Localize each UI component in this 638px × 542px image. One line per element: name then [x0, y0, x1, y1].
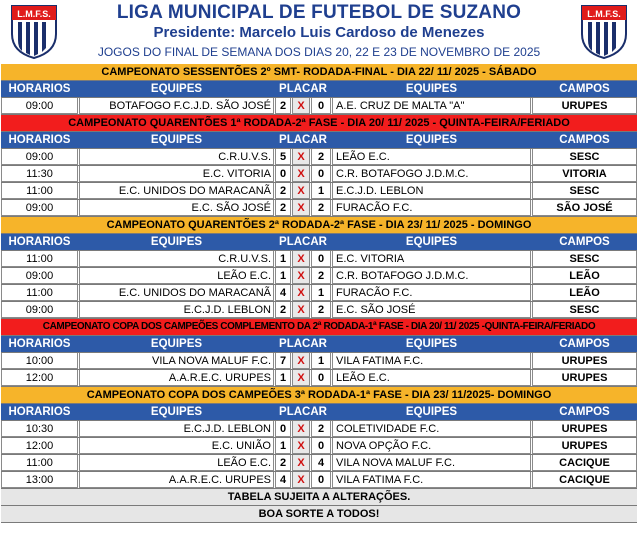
field-name: URUPES: [532, 421, 637, 437]
away-team: LEÃO E.C.: [332, 370, 531, 386]
col-placar: PLACAR: [279, 338, 327, 350]
away-score: 1: [311, 183, 331, 199]
versus-mark: X: [292, 166, 310, 182]
col-horarios: HORARIOS: [8, 83, 71, 95]
game-time: 12:00: [1, 370, 78, 386]
away-team: E.C. SÃO JOSÉ: [332, 302, 531, 318]
home-score: 7: [275, 353, 291, 369]
away-team: COLETIVIDADE F.C.: [332, 421, 531, 437]
game-time: 09:00: [1, 200, 78, 216]
versus-mark: X: [292, 438, 310, 454]
col-horarios: HORARIOS: [8, 338, 71, 350]
home-team: E.C.J.D. LEBLON: [79, 421, 274, 437]
game-row: [1, 455, 637, 472]
versus-mark: X: [292, 200, 310, 216]
game-row: [1, 285, 637, 302]
col-equipes-home: EQUIPES: [150, 83, 203, 95]
game-time: 09:00: [1, 98, 78, 114]
col-equipes-away: EQUIPES: [405, 83, 458, 95]
field-name: LEÃO: [532, 268, 637, 284]
home-score: 0: [275, 166, 291, 182]
versus-mark: X: [292, 421, 310, 437]
versus-mark: X: [292, 149, 310, 165]
versus-mark: X: [292, 268, 310, 284]
field-name: LEÃO: [532, 285, 637, 301]
game-time: 10:00: [1, 353, 78, 369]
page-header: [0, 0, 638, 64]
game-time: 12:00: [1, 438, 78, 454]
versus-mark: X: [292, 370, 310, 386]
versus-mark: X: [292, 183, 310, 199]
field-name: CACIQUE: [532, 455, 637, 471]
game-row: [1, 472, 637, 489]
home-score: 0: [275, 421, 291, 437]
col-equipes-home: EQUIPES: [150, 134, 203, 146]
field-name: URUPES: [532, 370, 637, 386]
president-line: Presidente: Marcelo Luis Cardoso de Menezes: [153, 24, 485, 41]
versus-mark: X: [292, 285, 310, 301]
col-placar: PLACAR: [279, 134, 327, 146]
game-row: [1, 251, 637, 268]
home-team: A.A.R.E.C. URUPES: [79, 370, 274, 386]
home-team: VILA NOVA MALUF F.C.: [79, 353, 274, 369]
col-equipes-home: EQUIPES: [150, 338, 203, 350]
col-equipes-home: EQUIPES: [150, 406, 203, 418]
away-team: E.C.J.D. LEBLON: [332, 183, 531, 199]
col-placar: PLACAR: [279, 236, 327, 248]
col-campos: CAMPOS: [559, 236, 610, 248]
home-team: LEÃO E.C.: [79, 455, 274, 471]
home-team: E.C. VITORIA: [79, 166, 274, 182]
away-team: FURACÃO F.C.: [332, 285, 531, 301]
footer-notice: TABELA SUJEITA A ALTERAÇÕES.: [1, 489, 637, 506]
section-banner: CAMPEONATO QUARENTÕES 2ª RODADA-2ª FASE - DIA 23/ 11/ 2025 - DOMINGO: [1, 217, 637, 234]
versus-mark: X: [292, 455, 310, 471]
col-placar: PLACAR: [279, 83, 327, 95]
col-equipes-away: EQUIPES: [405, 134, 458, 146]
away-score: 2: [311, 421, 331, 437]
footer-wish: BOA SORTE A TODOS!: [1, 506, 637, 523]
away-score: 4: [311, 455, 331, 471]
field-name: CACIQUE: [532, 472, 637, 488]
game-row: [1, 302, 637, 319]
away-team: VILA FATIMA F.C.: [332, 353, 531, 369]
game-time: 11:00: [1, 285, 78, 301]
home-score: 2: [275, 98, 291, 114]
game-row: [1, 166, 637, 183]
away-score: 0: [311, 166, 331, 182]
versus-mark: X: [292, 98, 310, 114]
game-row: [1, 370, 637, 387]
field-name: SESC: [532, 149, 637, 165]
away-team: A.E. CRUZ DE MALTA "A": [332, 98, 531, 114]
home-team: C.R.U.V.S.: [79, 149, 274, 165]
column-header-row: [1, 336, 637, 353]
field-name: URUPES: [532, 438, 637, 454]
field-name: VITORIA: [532, 166, 637, 182]
away-team: NOVA OPÇÃO F.C.: [332, 438, 531, 454]
field-name: SÃO JOSÉ: [532, 200, 637, 216]
game-time: 11:00: [1, 455, 78, 471]
away-team: FURACÃO F.C.: [332, 200, 531, 216]
column-header-row: [1, 404, 637, 421]
game-row: [1, 268, 637, 285]
game-row: [1, 421, 637, 438]
col-equipes-home: EQUIPES: [150, 236, 203, 248]
column-header-row: [1, 132, 637, 149]
field-name: SESC: [532, 251, 637, 267]
col-campos: CAMPOS: [559, 134, 610, 146]
home-team: C.R.U.V.S.: [79, 251, 274, 267]
home-score: 5: [275, 149, 291, 165]
section-banner: CAMPEONATO COPA DOS CAMPEÕES 3ª RODADA-1ª FASE - DIA 23/ 11/2025- DOMINGO: [1, 387, 637, 404]
home-team: E.C. UNIDOS DO MARACANÃ: [79, 285, 274, 301]
away-team: C.R. BOTAFOGO J.D.M.C.: [332, 268, 531, 284]
col-campos: CAMPOS: [559, 406, 610, 418]
versus-mark: X: [292, 353, 310, 369]
game-time: 09:00: [1, 149, 78, 165]
col-equipes-away: EQUIPES: [405, 338, 458, 350]
col-campos: CAMPOS: [559, 338, 610, 350]
home-score: 2: [275, 183, 291, 199]
game-time: 11:00: [1, 183, 78, 199]
league-logo: [578, 4, 630, 60]
game-row: [1, 98, 637, 115]
section-banner: CAMPEONATO SESSENTÕES 2º SMT- RODADA-FINAL - DIA 22/ 11/ 2025 - SÁBADO: [1, 64, 637, 81]
col-placar: PLACAR: [279, 406, 327, 418]
game-row: [1, 353, 637, 370]
away-score: 2: [311, 149, 331, 165]
away-team: LEÃO E.C.: [332, 149, 531, 165]
away-score: 1: [311, 285, 331, 301]
home-team: E.C. SÃO JOSÉ: [79, 200, 274, 216]
away-score: 0: [311, 251, 331, 267]
league-logo: [8, 4, 60, 60]
away-team: E.C. VITORIA: [332, 251, 531, 267]
away-team: VILA FATIMA F.C.: [332, 472, 531, 488]
home-score: 2: [275, 302, 291, 318]
col-horarios: HORARIOS: [8, 406, 71, 418]
home-team: E.C. UNIÃO: [79, 438, 274, 454]
game-row: [1, 438, 637, 455]
col-campos: CAMPOS: [559, 83, 610, 95]
versus-mark: X: [292, 472, 310, 488]
away-score: 1: [311, 353, 331, 369]
game-time: 09:00: [1, 302, 78, 318]
home-score: 1: [275, 268, 291, 284]
col-equipes-away: EQUIPES: [405, 406, 458, 418]
col-horarios: HORARIOS: [8, 134, 71, 146]
game-row: [1, 149, 637, 166]
svg-text:L.M.F.S.: L.M.F.S.: [587, 9, 621, 19]
field-name: SESC: [532, 183, 637, 199]
home-team: BOTAFOGO F.C.J.D. SÃO JOSÉ: [79, 98, 274, 114]
away-team: VILA NOVA MALUF F.C.: [332, 455, 531, 471]
game-time: 11:00: [1, 251, 78, 267]
game-time: 10:30: [1, 421, 78, 437]
column-header-row: [1, 81, 637, 98]
field-name: URUPES: [532, 98, 637, 114]
away-score: 2: [311, 200, 331, 216]
col-equipes-away: EQUIPES: [405, 236, 458, 248]
home-score: 1: [275, 438, 291, 454]
home-score: 1: [275, 370, 291, 386]
game-row: [1, 183, 637, 200]
away-score: 0: [311, 370, 331, 386]
field-name: SESC: [532, 302, 637, 318]
game-time: 13:00: [1, 472, 78, 488]
schedule-table: [1, 64, 637, 523]
svg-text:L.M.F.S.: L.M.F.S.: [17, 9, 51, 19]
away-score: 0: [311, 98, 331, 114]
home-team: LEÃO E.C.: [79, 268, 274, 284]
schedule-subtitle: JOGOS DO FINAL DE SEMANA DOS DIAS 20, 22 E 23 DE NOVEMBRO DE 2025: [97, 45, 541, 59]
home-team: E.C.J.D. LEBLON: [79, 302, 274, 318]
versus-mark: X: [292, 251, 310, 267]
home-score: 2: [275, 200, 291, 216]
home-team: E.C. UNIDOS DO MARACANÃ: [79, 183, 274, 199]
field-name: URUPES: [532, 353, 637, 369]
versus-mark: X: [292, 302, 310, 318]
game-row: [1, 200, 637, 217]
game-time: 09:00: [1, 268, 78, 284]
home-team: A.A.R.E.C. URUPES: [79, 472, 274, 488]
home-score: 4: [275, 285, 291, 301]
away-score: 0: [311, 438, 331, 454]
col-horarios: HORARIOS: [8, 236, 71, 248]
column-header-row: [1, 234, 637, 251]
home-score: 2: [275, 455, 291, 471]
away-score: 2: [311, 268, 331, 284]
league-title: LIGA MUNICIPAL DE FUTEBOL DE SUZANO: [116, 2, 522, 23]
away-score: 0: [311, 472, 331, 488]
section-banner: CAMPEONATO QUARENTÕES 1ª RODADA-2ª FASE - DIA 20/ 11/ 2025 - QUINTA-FEIRA/FERIADO: [1, 115, 637, 132]
away-score: 2: [311, 302, 331, 318]
section-banner: CAMPEONATO COPA DOS CAMPEÕES COMPLEMENTO DA 2ª RODADA-1ª FASE - DIA 20/ 11/ 2025 -QUINTA-FEIRA/FERIADO: [1, 319, 637, 336]
home-score: 1: [275, 251, 291, 267]
away-team: C.R. BOTAFOGO J.D.M.C.: [332, 166, 531, 182]
game-time: 11:30: [1, 166, 78, 182]
home-score: 4: [275, 472, 291, 488]
